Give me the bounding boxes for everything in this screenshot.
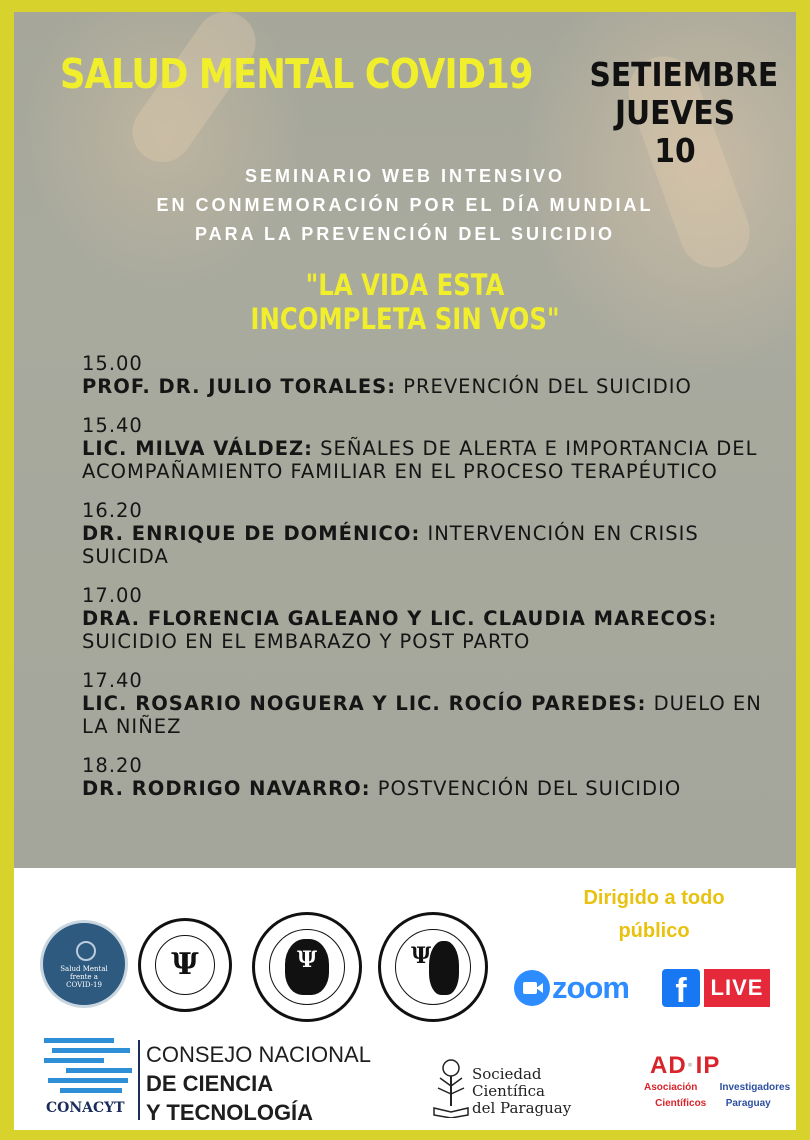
conacyt-name bbox=[146, 1040, 371, 1127]
conacyt-acronym: CONACYT bbox=[46, 1100, 125, 1116]
agenda-topic: INTERVENCIÓN EN CRISIS SUICIDA bbox=[82, 522, 699, 568]
audience-line: Dirigido a todo bbox=[583, 887, 725, 909]
agenda-time: 17.00 bbox=[82, 584, 143, 607]
agenda-topic: PREVENCIÓN DEL SUICIDIO bbox=[396, 375, 692, 398]
agenda-speaker: DRA. FLORENCIA GALEANO Y LIC. CLAUDIA MARECOS: bbox=[82, 607, 718, 630]
conacyt-stripes-icon bbox=[44, 1038, 132, 1098]
conacyt-line: CONSEJO NACIONAL bbox=[146, 1042, 371, 1067]
logo-text: frente a bbox=[70, 973, 98, 981]
audience-note bbox=[554, 882, 754, 948]
seminar-line: PARA LA PREVENCIÓN DEL SUICIDIO bbox=[194, 224, 616, 244]
tree-book-icon bbox=[432, 1058, 470, 1118]
quote-line: INCOMPLETA SIN VOS" bbox=[250, 302, 560, 336]
adip-text: Científicos bbox=[655, 1098, 707, 1109]
poster-frame bbox=[14, 12, 796, 1130]
zoom-logo bbox=[514, 968, 629, 1008]
agenda-time: 15.40 bbox=[82, 414, 143, 437]
salud-mental-covid-logo bbox=[40, 920, 128, 1008]
agenda-list bbox=[82, 352, 772, 816]
adip-letters: IP bbox=[695, 1052, 721, 1079]
seminar-line: EN CONMEMORACIÓN POR EL DÍA MUNDIAL bbox=[156, 195, 654, 215]
adip-text: Asociación bbox=[644, 1082, 698, 1093]
agenda-item bbox=[82, 352, 772, 398]
conacyt-line: DE CIENCIA bbox=[146, 1071, 274, 1096]
agenda-topic: POSTVENCIÓN DEL SUICIDIO bbox=[370, 777, 682, 800]
agenda-speaker: PROF. DR. JULIO TORALES: bbox=[82, 375, 397, 398]
agenda-topic: SEÑALES DE ALERTA E IMPORTANCIA DEL ACOMPAÑAMIENTO FAMILIAR EN EL PROCESO TERAPÉUTICO bbox=[82, 437, 758, 483]
agenda-time: 18.20 bbox=[82, 754, 143, 777]
agenda-speaker: DR. RODRIGO NAVARRO: bbox=[82, 777, 371, 800]
brain-icon bbox=[76, 941, 96, 961]
slogan-quote bbox=[77, 268, 734, 336]
agenda-speaker: LIC. MILVA VÁLDEZ: bbox=[82, 437, 313, 460]
logo-text: COVID-19 bbox=[66, 981, 102, 989]
society-line: del Paraguay bbox=[472, 1099, 572, 1117]
event-date bbox=[589, 55, 779, 170]
society-line: Sociedad bbox=[472, 1065, 542, 1083]
child-psychiatry-seal-logo bbox=[378, 912, 488, 1022]
live-badge: LIVE bbox=[704, 969, 770, 1007]
facebook-icon: f bbox=[662, 969, 700, 1007]
agenda-topic: SUICIDIO EN EL EMBARAZO Y POST PARTO bbox=[82, 630, 531, 653]
agenda-item bbox=[82, 499, 772, 568]
zoom-wordmark: zoom bbox=[552, 970, 629, 1005]
zoom-camera-icon bbox=[514, 970, 550, 1006]
agenda-time: 17.40 bbox=[82, 669, 143, 692]
adip-dot: · bbox=[686, 1052, 696, 1079]
poster-top bbox=[14, 12, 796, 868]
seminar-description bbox=[14, 162, 796, 249]
seminar-line: SEMINARIO WEB INTENSIVO bbox=[244, 166, 565, 186]
sponsor-footer bbox=[14, 868, 796, 1130]
sociedad-cientifica-name bbox=[472, 1066, 571, 1117]
agenda-speaker: LIC. ROSARIO NOGUERA Y LIC. ROCÍO PAREDES: bbox=[82, 692, 647, 715]
adip-letters: AD bbox=[650, 1052, 687, 1079]
agenda-time: 16.20 bbox=[82, 499, 143, 522]
agenda-item bbox=[82, 754, 772, 800]
divider bbox=[138, 1040, 140, 1120]
psi-icon: Ψ bbox=[171, 947, 199, 982]
logo-text: Salud Mental bbox=[60, 965, 108, 973]
conacyt-line: Y TECNOLOGÍA bbox=[146, 1100, 314, 1125]
society-line: Científica bbox=[472, 1082, 545, 1100]
agenda-item bbox=[82, 584, 772, 653]
date-day: JUEVES 10 bbox=[614, 93, 736, 170]
quote-line: "LA VIDA ESTA bbox=[305, 268, 505, 302]
agenda-item bbox=[82, 414, 772, 483]
university-psychology-seal-logo bbox=[138, 918, 232, 1012]
date-month: SETIEMBRE bbox=[589, 55, 779, 94]
adip-text: Paraguay bbox=[725, 1098, 771, 1109]
audience-line: público bbox=[618, 920, 690, 942]
agenda-item bbox=[82, 669, 772, 738]
psi-icon: Ψ bbox=[410, 943, 432, 969]
psychiatry-chair-seal-logo bbox=[252, 912, 362, 1022]
agenda-speaker: DR. ENRIQUE DE DOMÉNICO: bbox=[82, 522, 421, 545]
agenda-time: 15.00 bbox=[82, 352, 143, 375]
adip-logo bbox=[644, 1052, 794, 1112]
psi-icon: Ψ bbox=[296, 947, 318, 973]
adip-text: Investigadores bbox=[719, 1082, 791, 1093]
agenda-topic: DUELO EN LA NIÑEZ bbox=[82, 692, 762, 738]
event-title: SALUD MENTAL COVID19 bbox=[60, 50, 533, 98]
